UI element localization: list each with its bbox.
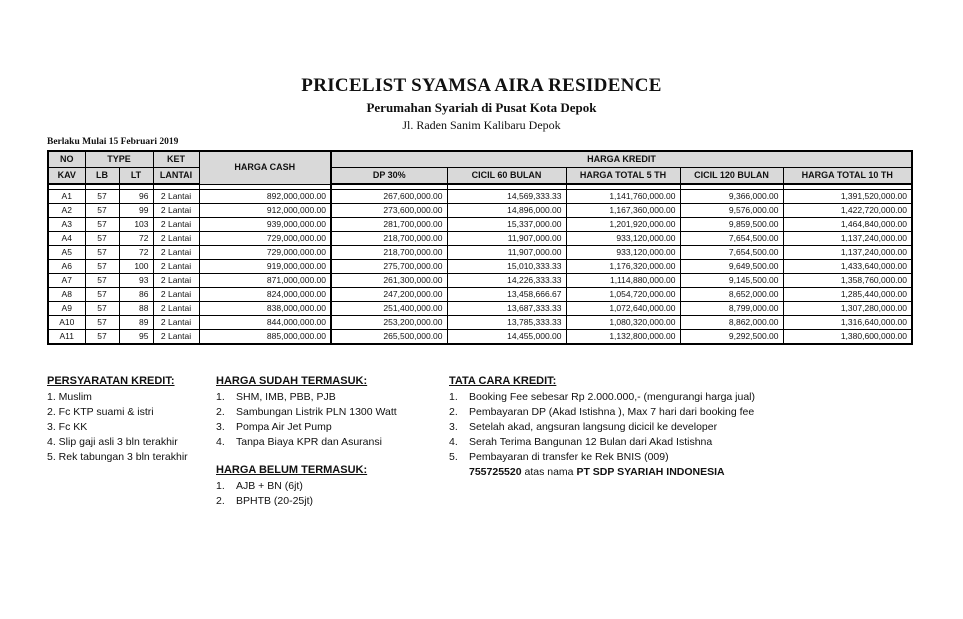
ket-cell: 2 Lantai — [153, 274, 199, 288]
tata-cara-item-number: 4. — [449, 436, 458, 448]
cicil-60-cell: 11,907,000.00 — [447, 232, 566, 246]
total-5th-cell: 933,120,000.00 — [566, 246, 680, 260]
ket-cell: 2 Lantai — [153, 330, 199, 345]
persyaratan-heading: PERSYARATAN KREDIT: — [47, 375, 175, 387]
persyaratan-item-text: 2. Fc KTP suami & istri — [47, 406, 154, 418]
header-lb: LB — [85, 168, 119, 185]
harga-cash-cell: 939,000,000.00 — [199, 218, 331, 232]
tata-cara-item-number: 1. — [449, 391, 458, 403]
lt-cell: 72 — [119, 232, 153, 246]
belum-termasuk-heading: HARGA BELUM TERMASUK: — [216, 464, 368, 476]
dp-cell: 273,600,000.00 — [331, 204, 447, 218]
kav-cell: A9 — [48, 302, 85, 316]
persyaratan-list — [47, 390, 188, 465]
termasuk-item — [216, 405, 397, 420]
persyaratan-item — [47, 435, 188, 450]
termasuk-item-number: 2. — [216, 406, 225, 418]
harga-cash-cell: 919,000,000.00 — [199, 260, 331, 274]
termasuk-item-text: Pompa Air Jet Pump — [236, 421, 332, 433]
total-10th-cell: 1,380,600,000.00 — [783, 330, 912, 345]
persyaratan-item — [47, 420, 188, 435]
total-10th-cell: 1,358,760,000.00 — [783, 274, 912, 288]
kav-cell: A6 — [48, 260, 85, 274]
cicil-60-cell: 13,687,333.33 — [447, 302, 566, 316]
dp-cell: 218,700,000.00 — [331, 232, 447, 246]
belum-termasuk-item-number: 2. — [216, 495, 225, 507]
lb-cell: 57 — [85, 204, 119, 218]
table-row — [48, 316, 912, 330]
termasuk-item-text: Sambungan Listrik PLN 1300 Watt — [236, 406, 397, 418]
persyaratan-item — [47, 405, 188, 420]
cicil-60-cell: 14,896,000.00 — [447, 204, 566, 218]
lt-cell: 96 — [119, 190, 153, 204]
header-kav: KAV — [48, 168, 85, 185]
cicil-120-cell: 9,859,500.00 — [680, 218, 783, 232]
belum-termasuk-section — [216, 463, 367, 509]
total-10th-cell: 1,307,280,000.00 — [783, 302, 912, 316]
tata-cara-item-text: Pembayaran DP (Akad Istishna ), Max 7 hari dari booking fee — [469, 406, 755, 418]
lt-cell: 93 — [119, 274, 153, 288]
header-lantai: LANTAI — [153, 168, 199, 185]
cicil-120-cell: 8,862,000.00 — [680, 316, 783, 330]
tata-cara-heading: TATA CARA KREDIT: — [449, 375, 557, 387]
lb-cell: 57 — [85, 288, 119, 302]
effective-date: Berlaku Mulai 15 Februari 2019 — [47, 137, 179, 147]
cicil-120-cell: 8,652,000.00 — [680, 288, 783, 302]
total-10th-cell: 1,137,240,000.00 — [783, 246, 912, 260]
kav-cell: A2 — [48, 204, 85, 218]
termasuk-item-number: 1. — [216, 391, 225, 403]
ket-cell: 2 Lantai — [153, 302, 199, 316]
harga-cash-cell: 892,000,000.00 — [199, 190, 331, 204]
header-harga-kredit: HARGA KREDIT — [331, 151, 912, 168]
dp-cell: 218,700,000.00 — [331, 246, 447, 260]
cicil-120-cell: 7,654,500.00 — [680, 246, 783, 260]
kav-cell: A1 — [48, 190, 85, 204]
tata-cara-item-number: 2. — [449, 406, 458, 418]
table-row — [48, 246, 912, 260]
ket-cell: 2 Lantai — [153, 190, 199, 204]
header-type: TYPE — [85, 151, 153, 168]
lt-cell: 88 — [119, 302, 153, 316]
tata-cara-item — [449, 390, 755, 405]
cicil-60-cell: 14,455,000.00 — [447, 330, 566, 345]
termasuk-item-number: 3. — [216, 421, 225, 433]
harga-cash-cell: 824,000,000.00 — [199, 288, 331, 302]
kav-cell: A3 — [48, 218, 85, 232]
termasuk-item-text: SHM, IMB, PBB, PJB — [236, 391, 336, 403]
lt-cell: 72 — [119, 246, 153, 260]
belum-termasuk-item-number: 1. — [216, 480, 225, 492]
ket-cell: 2 Lantai — [153, 218, 199, 232]
harga-cash-cell: 838,000,000.00 — [199, 302, 331, 316]
cicil-60-cell: 14,569,333.33 — [447, 190, 566, 204]
belum-termasuk-item-text: BPHTB (20-25jt) — [236, 495, 314, 507]
header-no: NO — [48, 151, 85, 168]
termasuk-heading: HARGA SUDAH TERMASUK: — [216, 375, 368, 387]
dp-cell: 247,200,000.00 — [331, 288, 447, 302]
tata-cara-item-text: Pembayaran di transfer ke Rek BNIS (009) — [469, 451, 669, 463]
dp-cell: 275,700,000.00 — [331, 260, 447, 274]
header-dp: DP 30% — [331, 168, 447, 185]
cicil-60-cell: 13,785,333.33 — [447, 316, 566, 330]
total-5th-cell: 1,176,320,000.00 — [566, 260, 680, 274]
address-line: Jl. Raden Sanim Kalibaru Depok — [402, 118, 561, 132]
persyaratan-item — [47, 390, 188, 405]
tata-cara-item-text: Booking Fee sebesar Rp 2.000.000,- (mengurangi harga jual) — [469, 391, 756, 403]
termasuk-section — [216, 374, 397, 450]
header-cicil-60: CICIL 60 BULAN — [447, 168, 566, 185]
persyaratan-item-text: 3. Fc KK — [47, 421, 88, 433]
total-5th-cell: 1,167,360,000.00 — [566, 204, 680, 218]
price-table-body — [48, 184, 912, 344]
persyaratan-item-text: 5. Rek tabungan 3 bln terakhir — [47, 451, 188, 463]
tata-cara-item-number: 5. — [449, 451, 458, 463]
cicil-120-cell: 8,799,000.00 — [680, 302, 783, 316]
tata-cara-item-text: Serah Terima Bangunan 12 Bulan dari Akad Istishna — [469, 436, 713, 448]
kav-cell: A4 — [48, 232, 85, 246]
termasuk-item — [216, 390, 397, 405]
cicil-120-cell: 7,654,500.00 — [680, 232, 783, 246]
tata-cara-item — [449, 435, 755, 450]
persyaratan-item-text: 4. Slip gaji asli 3 bln terakhir — [47, 436, 178, 448]
header-cicil-120: CICIL 120 BULAN — [680, 168, 783, 185]
total-5th-cell: 1,080,320,000.00 — [566, 316, 680, 330]
tata-cara-item — [449, 420, 755, 435]
dp-cell: 265,500,000.00 — [331, 330, 447, 345]
lb-cell: 57 — [85, 274, 119, 288]
header-lt: LT — [119, 168, 153, 185]
cicil-120-cell: 9,649,500.00 — [680, 260, 783, 274]
lb-cell: 57 — [85, 260, 119, 274]
harga-cash-cell: 844,000,000.00 — [199, 316, 331, 330]
dp-cell: 281,700,000.00 — [331, 218, 447, 232]
lb-cell: 57 — [85, 218, 119, 232]
dp-cell: 253,200,000.00 — [331, 316, 447, 330]
cicil-120-cell: 9,576,000.00 — [680, 204, 783, 218]
lt-cell: 100 — [119, 260, 153, 274]
table-row — [48, 232, 912, 246]
total-10th-cell: 1,464,840,000.00 — [783, 218, 912, 232]
lt-cell: 89 — [119, 316, 153, 330]
cicil-60-cell: 14,226,333.33 — [447, 274, 566, 288]
cicil-120-cell: 9,292,500.00 — [680, 330, 783, 345]
cicil-60-cell: 13,458,666.67 — [447, 288, 566, 302]
harga-cash-cell: 912,000,000.00 — [199, 204, 331, 218]
table-row — [48, 204, 912, 218]
harga-cash-cell: 729,000,000.00 — [199, 246, 331, 260]
harga-cash-cell: 885,000,000.00 — [199, 330, 331, 345]
total-5th-cell: 1,201,920,000.00 — [566, 218, 680, 232]
total-5th-cell: 1,054,720,000.00 — [566, 288, 680, 302]
table-row — [48, 190, 912, 204]
lt-cell: 103 — [119, 218, 153, 232]
total-5th-cell: 1,072,640,000.00 — [566, 302, 680, 316]
termasuk-item-number: 4. — [216, 436, 225, 448]
kav-cell: A10 — [48, 316, 85, 330]
cicil-60-cell: 15,010,333.33 — [447, 260, 566, 274]
dp-cell: 261,300,000.00 — [331, 274, 447, 288]
cicil-120-cell: 9,366,000.00 — [680, 190, 783, 204]
persyaratan-section — [47, 374, 188, 465]
page-subtitle: Perumahan Syariah di Pusat Kota Depok — [366, 100, 597, 115]
header-total-10th: HARGA TOTAL 10 TH — [783, 168, 912, 185]
harga-cash-cell: 729,000,000.00 — [199, 232, 331, 246]
total-10th-cell: 1,391,520,000.00 — [783, 190, 912, 204]
dp-cell: 251,400,000.00 — [331, 302, 447, 316]
persyaratan-item — [47, 450, 188, 465]
ket-cell: 2 Lantai — [153, 316, 199, 330]
lb-cell: 57 — [85, 190, 119, 204]
tata-cara-section — [449, 374, 755, 480]
ket-cell: 2 Lantai — [153, 232, 199, 246]
belum-termasuk-item — [216, 494, 367, 509]
account-number: 755725520 — [469, 466, 522, 478]
table-row — [48, 302, 912, 316]
ket-cell: 2 Lantai — [153, 246, 199, 260]
termasuk-item-text: Tanpa Biaya KPR dan Asuransi — [236, 436, 382, 448]
total-10th-cell: 1,285,440,000.00 — [783, 288, 912, 302]
dp-cell: 267,600,000.00 — [331, 190, 447, 204]
kav-cell: A5 — [48, 246, 85, 260]
table-row — [48, 330, 912, 345]
header-total-5th: HARGA TOTAL 5 TH — [566, 168, 680, 185]
belum-termasuk-item — [216, 479, 367, 494]
termasuk-item — [216, 420, 397, 435]
bank-account-line — [449, 465, 755, 480]
account-mid: atas nama — [521, 466, 577, 478]
tata-cara-item — [449, 450, 755, 465]
ket-cell: 2 Lantai — [153, 288, 199, 302]
total-5th-cell: 933,120,000.00 — [566, 232, 680, 246]
lb-cell: 57 — [85, 330, 119, 345]
table-row — [48, 274, 912, 288]
belum-termasuk-item-text: AJB + BN (6jt) — [236, 480, 303, 492]
page-title: PRICELIST SYAMSA AIRA RESIDENCE — [301, 75, 662, 96]
header-ket: KET — [153, 151, 199, 168]
lt-cell: 99 — [119, 204, 153, 218]
termasuk-list — [216, 390, 397, 450]
total-10th-cell: 1,422,720,000.00 — [783, 204, 912, 218]
cicil-60-cell: 11,907,000.00 — [447, 246, 566, 260]
account-name: PT SDP SYARIAH INDONESIA — [576, 466, 725, 478]
table-row — [48, 260, 912, 274]
kav-cell: A8 — [48, 288, 85, 302]
tata-cara-item — [449, 405, 755, 420]
table-row — [48, 218, 912, 232]
ket-cell: 2 Lantai — [153, 260, 199, 274]
lt-cell: 95 — [119, 330, 153, 345]
kav-cell: A11 — [48, 330, 85, 345]
ket-cell: 2 Lantai — [153, 204, 199, 218]
total-10th-cell: 1,433,640,000.00 — [783, 260, 912, 274]
total-5th-cell: 1,141,760,000.00 — [566, 190, 680, 204]
price-table — [47, 150, 913, 345]
harga-cash-cell: 871,000,000.00 — [199, 274, 331, 288]
header-harga-cash: HARGA CASH — [199, 151, 331, 184]
tata-cara-item-text: Setelah akad, angsuran langsung dicicil ke developer — [469, 421, 718, 433]
total-5th-cell: 1,132,800,000.00 — [566, 330, 680, 345]
total-10th-cell: 1,137,240,000.00 — [783, 232, 912, 246]
termasuk-item — [216, 435, 397, 450]
persyaratan-item-text: 1. Muslim — [47, 391, 92, 403]
total-10th-cell: 1,316,640,000.00 — [783, 316, 912, 330]
cicil-60-cell: 15,337,000.00 — [447, 218, 566, 232]
tata-cara-list — [449, 390, 755, 465]
tata-cara-item-number: 3. — [449, 421, 458, 433]
lb-cell: 57 — [85, 302, 119, 316]
lb-cell: 57 — [85, 232, 119, 246]
belum-termasuk-list — [216, 479, 367, 509]
total-5th-cell: 1,114,880,000.00 — [566, 274, 680, 288]
cicil-120-cell: 9,145,500.00 — [680, 274, 783, 288]
lt-cell: 86 — [119, 288, 153, 302]
table-row — [48, 288, 912, 302]
kav-cell: A7 — [48, 274, 85, 288]
lb-cell: 57 — [85, 316, 119, 330]
lb-cell: 57 — [85, 246, 119, 260]
